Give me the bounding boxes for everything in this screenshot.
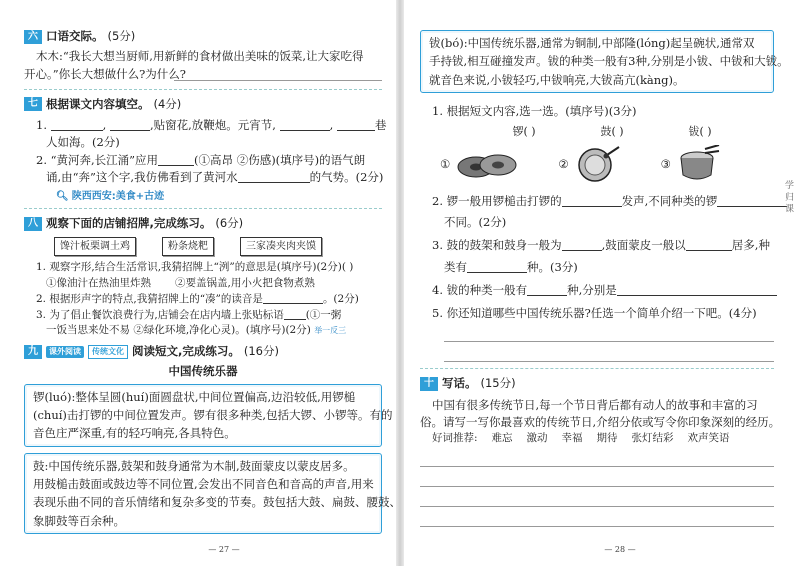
fill-blank[interactable] (337, 119, 375, 131)
fill-blank[interactable] (110, 119, 150, 131)
q6-title: 口语交际。 (46, 29, 104, 43)
r-q5: 5. 你还知道哪些中国传统乐器?任选一个简单介绍一下吧。(4分) (432, 306, 757, 321)
q7-title: 根据课文内容填空。 (46, 96, 150, 111)
q6-line-2: 开心。”你长大想做什么?为什么? (24, 66, 186, 81)
hint-label: 举一反三 (314, 326, 347, 336)
q9-points: (16分) (243, 344, 279, 358)
option-mark: ② (558, 157, 569, 172)
search-icon: 🔍︎ (56, 191, 69, 202)
q8-option-1: ①像油汁在热油里炸熟 (46, 277, 151, 289)
word: 幸福 (561, 432, 583, 445)
passage-line: (chuí)击打锣的中间位置发声。锣有很多种类,包括大锣、小锣等。有的 (33, 407, 393, 422)
r-q2-cont: 不同。(2分) (444, 215, 507, 230)
q8-text: 2. 根据形声字的特点,我猜招牌上的“凑”的读音是 (36, 292, 263, 305)
passage-line: 锣(luó):整体呈圆(huí)面圆盘状,中间位置偏高,边沿较低,用锣槌 (33, 389, 356, 404)
q-text: ,鼓面蒙皮一般以 (601, 238, 686, 253)
q9-title: 阅读短文,完成练习。 (132, 344, 240, 358)
q8-line-4 (24, 323, 382, 339)
q9-heading (24, 343, 382, 360)
q-text: 3. 鼓的鼓架和鼓身一般为 (432, 238, 562, 253)
badge-reading: 课外阅读 (46, 346, 84, 358)
writing-line[interactable] (420, 447, 774, 467)
divider (24, 89, 382, 90)
q6-answer-line[interactable] (174, 79, 382, 81)
q10-line-2: 俗。请写一写你最喜欢的传统节日,介绍分依或写令你印象深刻的经历。 (420, 414, 781, 429)
q9-number: 九 (24, 345, 42, 359)
q7-comma: , (102, 118, 107, 132)
fill-blank[interactable] (686, 239, 732, 251)
q-text: 种。(3分) (527, 259, 578, 274)
q8-line-1: 1. 观察字形,结合生活常识,我猜招牌上“洌”的意思是(填序号)(2分)( ) (36, 261, 354, 274)
side-margin-text: 学 归 课 (783, 180, 793, 213)
writing-line[interactable] (420, 487, 774, 507)
q10-points: (15分) (480, 376, 516, 391)
q10-heading (420, 375, 774, 392)
tag-label: 陕西西安:美食+古迹 (71, 191, 165, 202)
instrument-2 (558, 145, 622, 185)
q-text: 类有 (444, 259, 467, 274)
q8-number: 八 (24, 217, 42, 231)
q8-text: (①一粥 (305, 308, 342, 321)
q6-number: 六 (24, 30, 42, 44)
fill-blank[interactable] (562, 195, 622, 207)
article-title: 中国传统乐器 (168, 364, 238, 379)
shop-sign-1: 馋汁板栗调土鸡 (54, 237, 136, 256)
word: 欢声笑语 (687, 432, 730, 445)
fill-blank[interactable] (280, 119, 330, 131)
choice-gong[interactable]: 锣( ) (512, 125, 536, 139)
q7-line-3 (24, 152, 382, 169)
fill-blank[interactable] (617, 284, 777, 296)
passage-line: 钹(bó):中国传统乐器,通常为铜制,中部隆(lóng)起呈碗状,通常双 (429, 36, 755, 50)
q7-text: 巷 (374, 118, 387, 132)
fill-blank[interactable] (158, 154, 194, 166)
badge-culture: 传统文化 (88, 345, 128, 359)
passage-line: 音色庄严深重,有的轻巧响亮,各具特色。 (33, 426, 236, 441)
q8-text: 一饭当思来处不易 ②绿化环境,净化心灵)。(填序号)(2分) (46, 324, 311, 337)
q7-line-1 (24, 117, 387, 134)
page-number-right: — 28 — (604, 545, 636, 554)
word: 难忘 (491, 432, 513, 445)
q-text: 发声,不同种类的锣 (621, 193, 718, 208)
word: 期待 (596, 432, 618, 445)
q10-title: 写话。 (442, 376, 477, 391)
choice-drum[interactable]: 鼓( ) (600, 125, 624, 139)
passage-drum (24, 453, 401, 535)
q7-text: 的气势。(2分) (309, 169, 384, 184)
r-q2 (420, 193, 774, 210)
q10-line-1: 中国有很多传统节日,每一个节日背后都有动人的故事和丰富的习 (432, 397, 758, 412)
gong-icon (573, 145, 623, 185)
option-mark: ① (440, 157, 451, 172)
r-q4 (420, 282, 774, 299)
q7-text: 2. “黄河奔,长江涌”应用 (36, 152, 159, 167)
fill-blank[interactable] (467, 261, 527, 273)
writing-line[interactable] (420, 467, 774, 487)
section-tag (56, 189, 164, 204)
fill-blank[interactable] (51, 119, 103, 131)
r-q3 (420, 237, 774, 254)
choice-cymbal[interactable]: 钹( ) (688, 125, 712, 139)
word: 激动 (526, 432, 548, 445)
writing-line[interactable] (420, 507, 774, 527)
q7-line-2: 人如海。(2分) (46, 135, 120, 150)
page-number-left: — 27 — (208, 545, 240, 554)
words-label: 好词推荐: (432, 432, 478, 445)
q-text: 2. 锣一般用锣槌击打锣的 (432, 193, 562, 208)
q6-heading (24, 28, 382, 45)
q8-points: (6分) (215, 216, 244, 230)
answer-line[interactable] (444, 342, 774, 362)
instrument-3 (661, 145, 721, 185)
word: 张灯结彩 (631, 432, 674, 445)
passage-line: 就音色来说,小钹轻巧,中钹响亮,大钹高亢(kàng)。 (429, 72, 685, 87)
passage-line: 用鼓槌击鼓面或鼓边等不同位置,会发出不同音色和音高的声音,用来 (33, 477, 374, 492)
fill-blank[interactable] (527, 284, 567, 296)
q6-points: (5分) (107, 29, 136, 43)
q8-options (24, 276, 382, 292)
drum-icon (675, 145, 721, 185)
option-mark: ③ (660, 157, 671, 172)
passage-line: 表现乐曲不同的音乐情绪和复杂多变的节奏。鼓包括大鼓、扁鼓、腰鼓、 (33, 495, 401, 510)
fill-blank[interactable] (717, 195, 787, 207)
passage-line: 象脚鼓等百余种。 (33, 513, 125, 528)
cymbals-icon (454, 149, 520, 181)
r-q3-cont (420, 259, 774, 276)
q8-text: 3. 为了倡止餐饮浪费行为,店铺会在店内墙上张贴标语 (36, 308, 284, 321)
q8-line-2 (24, 292, 382, 308)
shop-sign-2: 粉条烧粑 (162, 237, 214, 256)
q7-text: (①高昂 ②伤感)(填序号)的语气朗 (194, 152, 366, 167)
passage-gong (24, 384, 393, 447)
instrument-images (440, 145, 754, 185)
q7-number-1: 1. (36, 118, 47, 132)
fill-blank[interactable] (562, 239, 602, 251)
q7-number: 七 (24, 97, 42, 111)
q8-option-2: ②要盖锅盖,用小火把食物煮熟 (175, 277, 315, 289)
q7-text: ,贴窗花,放鞭炮。元宵节, (149, 118, 276, 132)
q10-number: 十 (420, 377, 438, 391)
q-text: 居多,种 (731, 238, 770, 253)
q8-title: 观察下面的店铺招牌,完成练习。 (46, 216, 212, 230)
q7-heading (24, 96, 382, 113)
passage-cymbal (420, 30, 789, 93)
instrument-choice-row (480, 124, 744, 141)
q7-comma: , (329, 118, 334, 132)
q-text: 4. 钹的种类一般有 (432, 282, 528, 297)
q8-text: 。(2分) (322, 292, 359, 305)
divider (420, 368, 774, 369)
answer-line[interactable] (444, 322, 774, 342)
fill-blank[interactable] (263, 292, 323, 304)
instrument-1 (440, 149, 520, 181)
divider (24, 208, 382, 209)
r-q1: 1. 根据短文内容,选一选。(填序号)(3分) (432, 104, 637, 119)
passage-line: 手持钹,相互碰撞发声。钹的种类一般有3种,分别是小钹、中钹和大钹。 (429, 54, 789, 69)
q8-heading (24, 215, 382, 232)
q-text: 种,分别是 (567, 282, 617, 297)
q8-line-3 (24, 308, 382, 324)
right-page (400, 0, 800, 566)
q6-line-1: 木木:“我长大想当厨师,用新鲜的食材做出美味的饭菜,让大家吃得 (36, 49, 364, 64)
passage-line: 鼓:中国传统乐器,鼓架和鼓身通常为木制,鼓面蒙皮以蒙皮居多。 (33, 458, 355, 473)
shop-signs (54, 237, 382, 256)
word-suggestions (420, 431, 774, 447)
shop-sign-3: 三家凑夹肉夹馍 (240, 237, 322, 256)
fill-blank[interactable] (284, 308, 306, 320)
q7-line-4 (24, 169, 382, 186)
q7-points: (4分) (153, 96, 182, 111)
q7-text: 诵,由“奔”这个字,我仿佛看到了黄河水 (46, 169, 238, 184)
fill-blank[interactable] (238, 171, 310, 183)
